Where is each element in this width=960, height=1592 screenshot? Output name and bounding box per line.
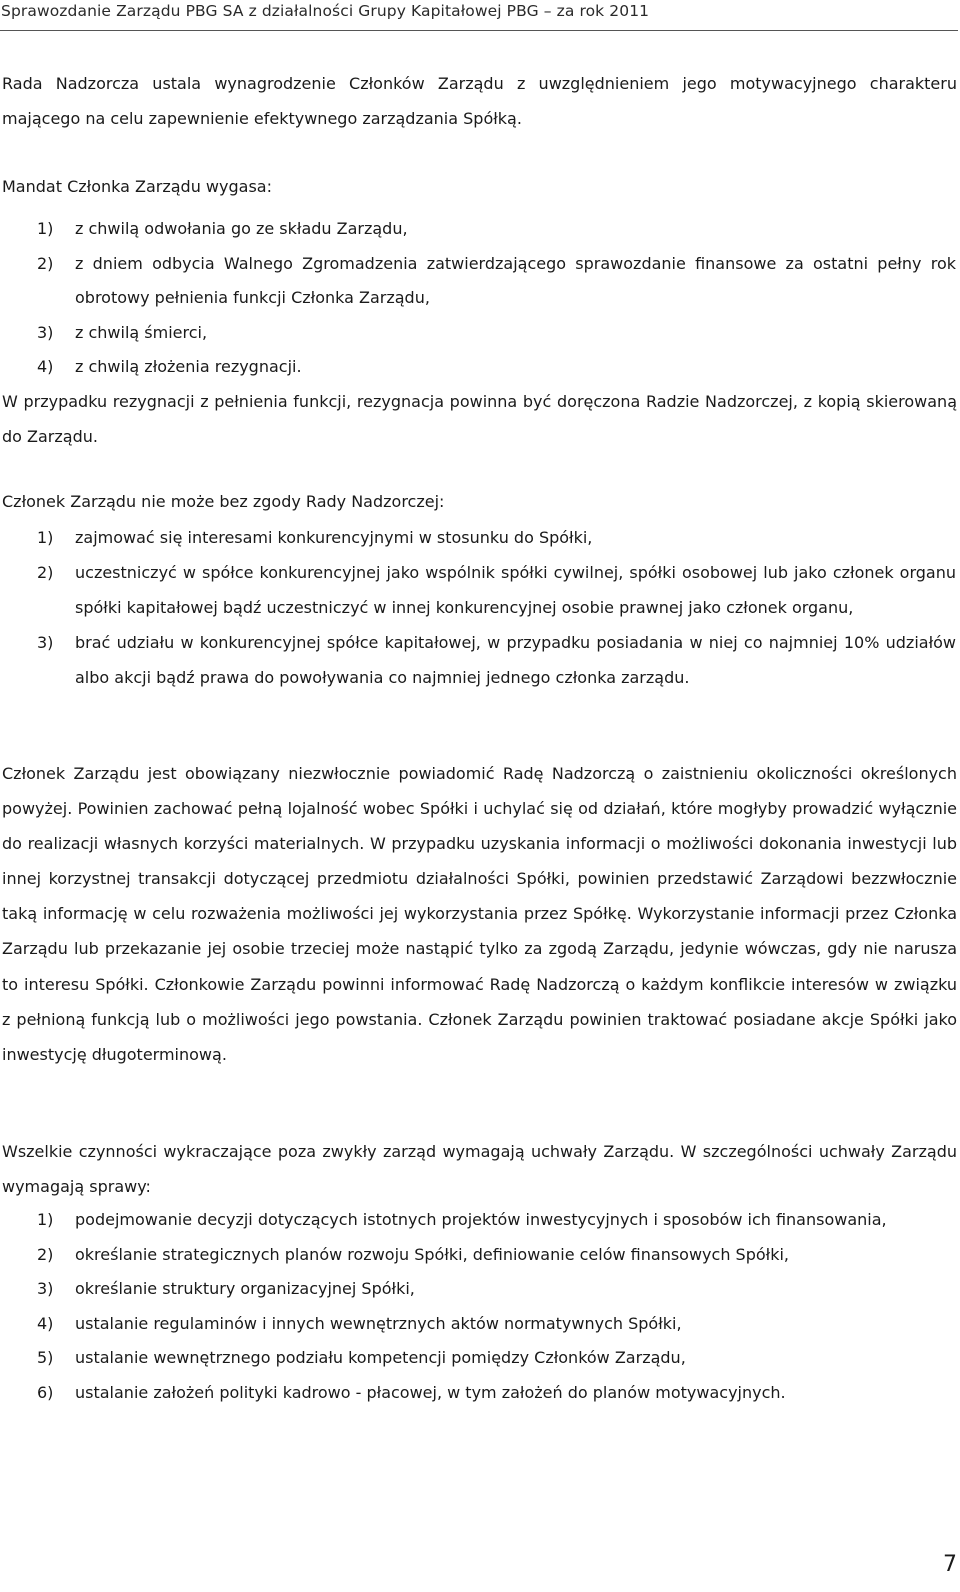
list-item-text: ustalanie wewnętrznego podziału kompetencji pomiędzy Członków Zarządu, [75,1348,686,1368]
list-item-number: 1) [37,1210,54,1229]
list-item-text: z chwilą odwołania go ze składu Zarządu, [75,219,408,238]
header-divider [0,30,958,31]
list-item [0,625,956,695]
list-item [0,247,956,316]
list-item-number: 3) [37,633,54,653]
paragraph-mandate-intro: Mandat Członka Zarządu wygasa: [2,177,272,196]
paragraph-prohibitions-intro: Członek Zarządu nie może bez zgody Rady Nadzorczej: [2,492,445,511]
list-item-number: 1) [37,219,54,238]
page-header [0,0,960,44]
list-item [0,316,956,351]
list-item [0,520,956,555]
list-item-text: określanie struktury organizacyjnej Spółki, [75,1279,415,1299]
list-item [0,1341,956,1376]
paragraph-resolutions-intro: Wszelkie czynności wykraczające poza zwykły zarząd wymagają uchwały Zarządu. W szczególności uchwały Zarządu wymagają sprawy: [2,1142,957,1197]
list-item-text: ustalanie założeń polityki kadrowo - płacowej, w tym założeń do planów motywacyjnych. [75,1382,786,1402]
list-item-text: zajmować się interesami konkurencyjnymi w stosunku do Spółki, [75,528,593,547]
mandate-expiry-list [0,212,960,385]
list-item-text: brać udziału w konkurencyjnej spółce kapitałowej, w przypadku posiadania w niej co najmniej 10% udziałów albo akcji bądź prawa do powoływania co najmniej jednego członka zarządu. [75,633,956,688]
list-item-text: z chwilą śmierci, [75,322,208,342]
list-item-number: 4) [37,1313,54,1333]
list-item-number: 2) [37,253,54,273]
list-item [0,1307,956,1342]
list-item [0,1238,956,1273]
list-item [0,1376,956,1411]
list-item-text: podejmowanie decyzji dotyczących istotnych projektów inwestycyjnych i sposobów ich finansowania, [75,1210,887,1229]
list-item-number: 1) [37,528,54,547]
list-item-number: 5) [37,1348,54,1368]
list-item-text: z dniem odbycia Walnego Zgromadzenia zatwierdzającego sprawozdanie finansowe za ostatni pełny rok obrotowy pełnienia funkcji Członka Zarządu, [75,253,956,308]
report-title: Sprawozdanie Zarządu PBG SA z działalności Grupy Kapitałowej PBG – za rok 2011 [1,2,650,20]
prohibitions-list [0,520,960,695]
list-item-number: 3) [37,322,54,342]
list-item-number: 2) [37,563,54,583]
paragraph-resignation: W przypadku rezygnacji z pełnienia funkcji, rezygnacja powinna być doręczona Radzie Nadzorczej, z kopią skierowaną do Zarządu. [2,392,957,446]
resolutions-list [0,1203,960,1411]
page-number: 7 [943,1552,957,1577]
list-item-text: z chwilą złożenia rezygnacji. [75,357,302,377]
list-item-text: określanie strategicznych planów rozwoju Spółki, definiowanie celów finansowych Spółki, [75,1244,789,1264]
list-item-text: ustalanie regulaminów i innych wewnętrznych aktów normatywnych Spółki, [75,1313,682,1333]
list-item-number: 3) [37,1279,54,1299]
list-item-number: 2) [37,1244,54,1264]
list-item-text: uczestniczyć w spółce konkurencyjnej jako wspólnik spółki cywilnej, spółki osobowej lub jako członek organu spółki kapitałowej bądź uczestniczyć w innej konkurencyjnej osobie prawnej jako członek organu, [75,563,956,618]
list-item [0,350,956,385]
paragraph-remuneration: Rada Nadzorcza ustala wynagrodzenie Członków Zarządu z uwzględnieniem jego motywacyjnego charakteru mającego na celu zapewnienie efektywnego zarządzania Spółką. [2,74,957,128]
paragraph-loyalty: Członek Zarządu jest obowiązany niezwłocznie powiadomić Radę Nadzorczą o zaistnieniu okoliczności określonych powyżej. Powinien zachować pełną lojalność wobec Spółki i uchylać się od działań, które mogłyby prowadzić wyłącznie do realizacji własnych korzyści materialnych. W przypadku uzyskania informacji o możliwości dokonania inwestycji lub innej korzystnej transakcji dotyczącej przedmiotu działalności Spółki, powinien przedstawić Zarządowi bezzwłocznie taką informację w celu rozważenia możliwości jej wykorzystania przez Spółkę. Wykorzystanie informacji przez Członka Zarządu lub przekazanie jej osobie trzeciej może nastąpić tylko za zgodą Zarządu, jedynie wówczas, gdy nie narusza to interesu Spółki. Członkowie Zarządu powinni informować Radę Nadzorczą o każdym konflikcie interesów w związku z pełnioną funkcją lub o możliwości jego powstania. Członek Zarządu powinien traktować posiadane akcje Spółki jako inwestycję długoterminową. [2,764,957,1064]
list-item [0,212,956,247]
list-item [0,1203,956,1238]
list-item [0,555,956,625]
list-item-number: 4) [37,357,54,377]
list-item-number: 6) [37,1382,54,1402]
list-item [0,1272,956,1307]
